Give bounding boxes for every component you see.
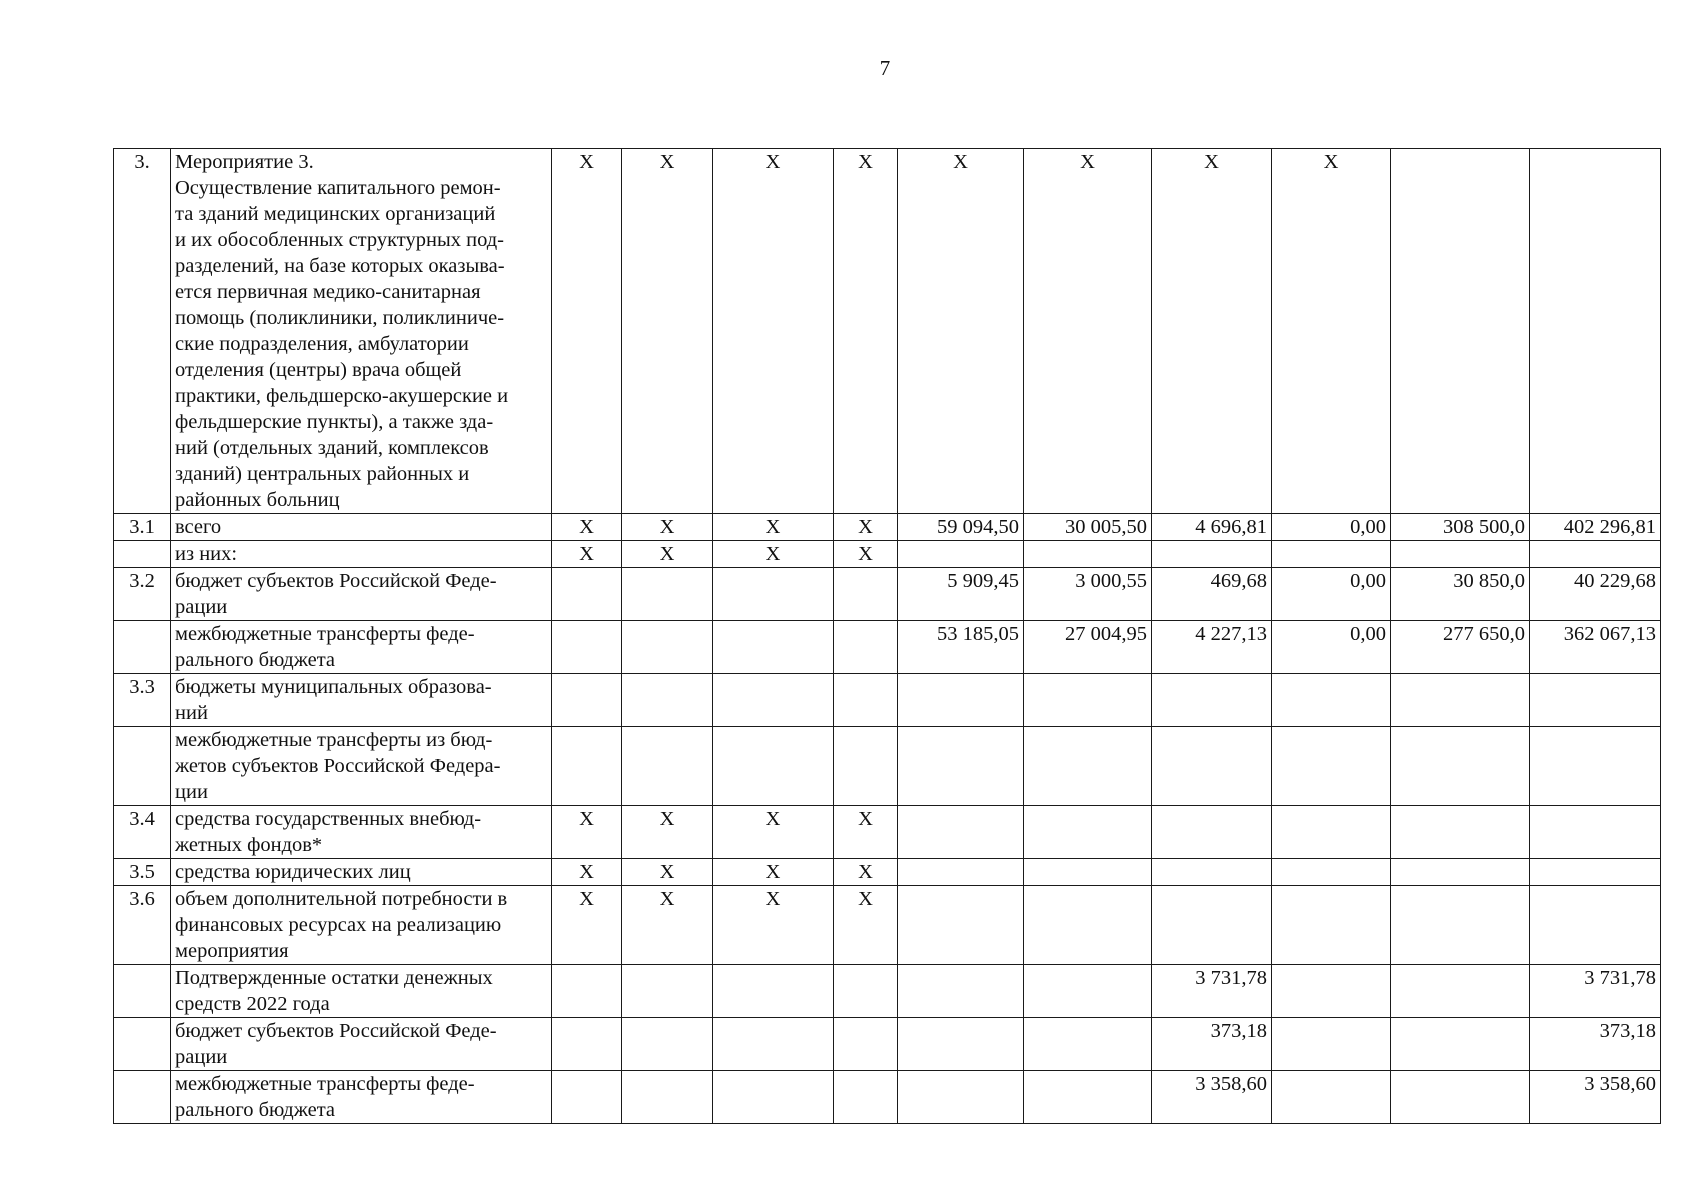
- value-cell: [1272, 1071, 1391, 1124]
- x-mark-cell: Х: [552, 149, 622, 514]
- value-cell: [713, 674, 834, 727]
- value-cell: [1024, 859, 1152, 886]
- x-mark-cell: Х: [713, 149, 834, 514]
- value-cell: 3 358,60: [1152, 1071, 1272, 1124]
- row-description: Мероприятие 3. Осуществление капитального ремон- та зданий медицинских организаций и их обособленных структурных под- разделений, на базе которых оказыва- ется первичная медико-санитарная помощь (поликлиники, поликлиниче- ские подразделения, амбулатории отделения (центры) врача общей практики, фельдшерско-акушерские и фельдшерские пункты), а также зда- ний (отдельных зданий, комплексов зданий) центральных районных и районных больниц: [171, 149, 552, 514]
- row-number: 3.3: [114, 674, 171, 727]
- x-mark-cell: Х: [622, 514, 713, 541]
- value-cell: [622, 568, 713, 621]
- value-cell: [622, 674, 713, 727]
- x-mark-cell: Х: [713, 806, 834, 859]
- x-mark-cell: Х: [622, 806, 713, 859]
- value-cell: 59 094,50: [898, 514, 1024, 541]
- row-number: 3.5: [114, 859, 171, 886]
- x-mark-cell: Х: [834, 886, 898, 965]
- value-cell: 3 000,55: [1024, 568, 1152, 621]
- value-cell: 0,00: [1272, 621, 1391, 674]
- value-cell: [1272, 541, 1391, 568]
- x-mark-cell: Х: [834, 806, 898, 859]
- table-row: [114, 806, 1661, 859]
- value-cell: 3 731,78: [1152, 965, 1272, 1018]
- value-cell: [1272, 1018, 1391, 1071]
- value-cell: [898, 1071, 1024, 1124]
- value-cell: [1024, 1018, 1152, 1071]
- value-cell: [1391, 806, 1530, 859]
- value-cell: [1024, 727, 1152, 806]
- table-row: [114, 568, 1661, 621]
- value-cell: [834, 674, 898, 727]
- value-cell: [622, 1071, 713, 1124]
- value-cell: [898, 859, 1024, 886]
- row-number: 3.6: [114, 886, 171, 965]
- value-cell: [552, 965, 622, 1018]
- row-description: бюджет субъектов Российской Феде- рации: [171, 1018, 552, 1071]
- value-cell: [552, 727, 622, 806]
- x-mark-cell: Х: [552, 514, 622, 541]
- value-cell: [898, 886, 1024, 965]
- value-cell: 469,68: [1152, 568, 1272, 621]
- value-cell: 373,18: [1530, 1018, 1661, 1071]
- value-cell: [552, 621, 622, 674]
- table-row: [114, 859, 1661, 886]
- value-cell: [1530, 674, 1661, 727]
- x-mark-cell: Х: [552, 886, 622, 965]
- x-mark-cell: Х: [713, 514, 834, 541]
- x-mark-cell: Х: [834, 541, 898, 568]
- row-description: средства государственных внебюд- жетных фондов*: [171, 806, 552, 859]
- value-cell: 3 358,60: [1530, 1071, 1661, 1124]
- x-mark-cell: Х: [552, 859, 622, 886]
- row-description: из них:: [171, 541, 552, 568]
- x-mark-cell: Х: [1024, 149, 1152, 514]
- row-number: 3.4: [114, 806, 171, 859]
- value-cell: [1391, 149, 1530, 514]
- value-cell: 308 500,0: [1391, 514, 1530, 541]
- row-description: всего: [171, 514, 552, 541]
- value-cell: [1152, 674, 1272, 727]
- value-cell: [1530, 886, 1661, 965]
- value-cell: [898, 965, 1024, 1018]
- value-cell: [713, 1071, 834, 1124]
- row-number: 3.1: [114, 514, 171, 541]
- x-mark-cell: Х: [552, 806, 622, 859]
- value-cell: 0,00: [1272, 514, 1391, 541]
- x-mark-cell: Х: [622, 886, 713, 965]
- funding-table: [113, 148, 1661, 1124]
- value-cell: [1152, 859, 1272, 886]
- value-cell: [1530, 859, 1661, 886]
- table-row: [114, 514, 1661, 541]
- row-number: 3.: [114, 149, 171, 514]
- table-row: [114, 149, 1661, 514]
- x-mark-cell: Х: [1272, 149, 1391, 514]
- page-number: 7: [879, 56, 891, 80]
- row-number: [114, 965, 171, 1018]
- row-number: [114, 541, 171, 568]
- value-cell: [552, 1071, 622, 1124]
- value-cell: [834, 568, 898, 621]
- table-row: [114, 727, 1661, 806]
- value-cell: [1272, 965, 1391, 1018]
- value-cell: [834, 1018, 898, 1071]
- value-cell: [1530, 806, 1661, 859]
- table-row: [114, 541, 1661, 568]
- value-cell: [1024, 806, 1152, 859]
- value-cell: [1152, 806, 1272, 859]
- row-number: [114, 727, 171, 806]
- value-cell: [898, 806, 1024, 859]
- value-cell: 4 227,13: [1152, 621, 1272, 674]
- table-row: [114, 1071, 1661, 1124]
- value-cell: 362 067,13: [1530, 621, 1661, 674]
- value-cell: [834, 727, 898, 806]
- value-cell: [1024, 541, 1152, 568]
- value-cell: [552, 568, 622, 621]
- value-cell: 27 004,95: [1024, 621, 1152, 674]
- x-mark-cell: Х: [834, 514, 898, 541]
- value-cell: [552, 674, 622, 727]
- value-cell: 0,00: [1272, 568, 1391, 621]
- row-description: межбюджетные трансферты феде- рального бюджета: [171, 1071, 552, 1124]
- x-mark-cell: Х: [898, 149, 1024, 514]
- value-cell: [622, 965, 713, 1018]
- value-cell: [1530, 149, 1661, 514]
- value-cell: 30 005,50: [1024, 514, 1152, 541]
- value-cell: 277 650,0: [1391, 621, 1530, 674]
- value-cell: 30 850,0: [1391, 568, 1530, 621]
- value-cell: [1391, 1018, 1530, 1071]
- value-cell: [1152, 541, 1272, 568]
- table-row: [114, 1018, 1661, 1071]
- row-description: объем дополнительной потребности в финансовых ресурсах на реализацию мероприятия: [171, 886, 552, 965]
- value-cell: [1152, 886, 1272, 965]
- value-cell: 5 909,45: [898, 568, 1024, 621]
- value-cell: 402 296,81: [1530, 514, 1661, 541]
- row-number: [114, 621, 171, 674]
- value-cell: [1530, 727, 1661, 806]
- value-cell: [713, 965, 834, 1018]
- value-cell: [1024, 1071, 1152, 1124]
- value-cell: [1024, 965, 1152, 1018]
- value-cell: [1530, 541, 1661, 568]
- value-cell: [1024, 886, 1152, 965]
- value-cell: [1272, 806, 1391, 859]
- value-cell: [1391, 727, 1530, 806]
- row-description: межбюджетные трансферты феде- рального бюджета: [171, 621, 552, 674]
- x-mark-cell: Х: [713, 859, 834, 886]
- value-cell: [622, 1018, 713, 1071]
- row-number: [114, 1071, 171, 1124]
- value-cell: [1391, 674, 1530, 727]
- value-cell: [1391, 1071, 1530, 1124]
- value-cell: [713, 568, 834, 621]
- row-description: межбюджетные трансферты из бюд- жетов субъектов Российской Федера- ции: [171, 727, 552, 806]
- value-cell: [1272, 886, 1391, 965]
- value-cell: [622, 621, 713, 674]
- value-cell: [713, 1018, 834, 1071]
- value-cell: [898, 727, 1024, 806]
- value-cell: [1272, 727, 1391, 806]
- value-cell: [1391, 965, 1530, 1018]
- value-cell: [1024, 674, 1152, 727]
- row-number: [114, 1018, 171, 1071]
- table-body: [114, 149, 1661, 1124]
- value-cell: [1272, 859, 1391, 886]
- value-cell: [834, 965, 898, 1018]
- table-row: [114, 674, 1661, 727]
- table-row: [114, 886, 1661, 965]
- x-mark-cell: Х: [552, 541, 622, 568]
- x-mark-cell: Х: [622, 541, 713, 568]
- row-description: средства юридических лиц: [171, 859, 552, 886]
- value-cell: [713, 621, 834, 674]
- table-row: [114, 621, 1661, 674]
- value-cell: [1391, 541, 1530, 568]
- x-mark-cell: Х: [622, 149, 713, 514]
- value-cell: 40 229,68: [1530, 568, 1661, 621]
- value-cell: 373,18: [1152, 1018, 1272, 1071]
- row-description: бюджеты муниципальных образова- ний: [171, 674, 552, 727]
- value-cell: [898, 1018, 1024, 1071]
- value-cell: [552, 1018, 622, 1071]
- x-mark-cell: Х: [834, 149, 898, 514]
- value-cell: [898, 674, 1024, 727]
- value-cell: [1272, 674, 1391, 727]
- value-cell: [834, 621, 898, 674]
- value-cell: [898, 541, 1024, 568]
- row-number: 3.2: [114, 568, 171, 621]
- value-cell: 53 185,05: [898, 621, 1024, 674]
- value-cell: [1152, 727, 1272, 806]
- x-mark-cell: Х: [834, 859, 898, 886]
- x-mark-cell: Х: [622, 859, 713, 886]
- x-mark-cell: Х: [1152, 149, 1272, 514]
- row-description: Подтвержденные остатки денежных средств 2022 года: [171, 965, 552, 1018]
- value-cell: [622, 727, 713, 806]
- value-cell: [1391, 859, 1530, 886]
- value-cell: [834, 1071, 898, 1124]
- table-row: [114, 965, 1661, 1018]
- value-cell: 4 696,81: [1152, 514, 1272, 541]
- value-cell: [713, 727, 834, 806]
- x-mark-cell: Х: [713, 886, 834, 965]
- value-cell: 3 731,78: [1530, 965, 1661, 1018]
- x-mark-cell: Х: [713, 541, 834, 568]
- value-cell: [1391, 886, 1530, 965]
- row-description: бюджет субъектов Российской Феде- рации: [171, 568, 552, 621]
